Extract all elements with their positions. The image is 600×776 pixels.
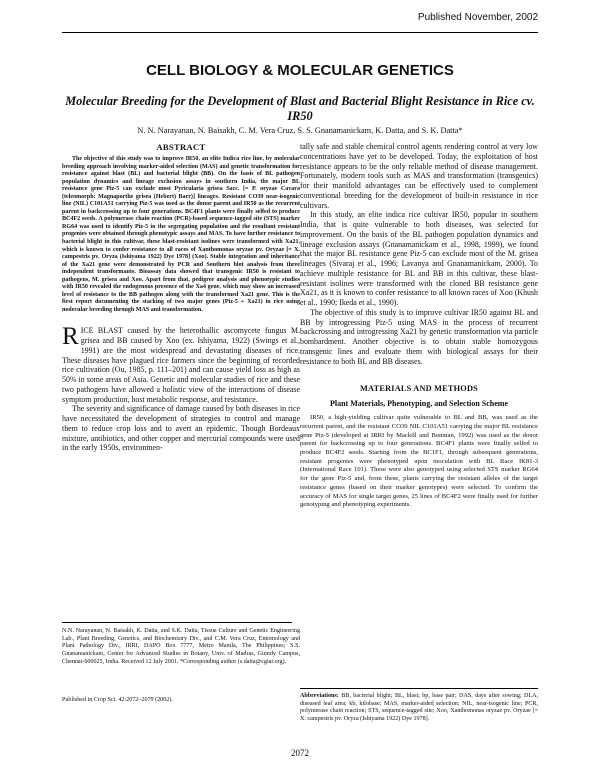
intro-paragraph-5: The objective of this study is to improve cultivar IR50 against BL and BB by introgressing Piz-5 using MAS in the process of recurrent backcrossing and introgressing Xa21 by genetic transformation via particle bombardment. Another objective is to obtain stable homozygous transgenic lines and evaluate them with biological assays for their resistance to both BL and BB diseases. [300, 307, 538, 366]
lead-in: ICE BLAST [80, 326, 123, 336]
page-number: 2072 [291, 748, 309, 758]
footnote-rule [62, 622, 292, 623]
header-rule [62, 32, 538, 33]
paper-title: Molecular Breeding for the Development of Blast and Bacterial Blight Resistance in Rice cv. IR50 [65, 94, 535, 123]
drop-cap: R [62, 323, 79, 351]
methods-subheading: Plant Materials, Phenotyping, and Selection Scheme [330, 399, 508, 409]
published-in: Published in Crop Sci. 42:2072–2079 (2002). [62, 697, 173, 703]
abstract-heading: ABSTRACT [156, 142, 206, 152]
published-date: Published November, 2002 [417, 12, 538, 23]
affiliation-footnote: N.N. Narayanan, N. Baisakh, K. Datta, and S.K. Datta, Tissue Culture and Genetic Engineering Lab., Plant Breeding, Genetics, and Biochemistry Div., and C.M. Vera Cruz, Entomology and Plant Pathology Div., IRRI, DAPO Box 7777, Metro Manila, The Philippines; S.S. Gnanamanickam, Center for Advanced Studies in Botany, Univ. of Madras, Guindy Campus, Chennai-600025, India. Received 12 July 2001. *Corresponding author (s.datta@cgiar.org). [62, 628, 300, 665]
abbreviations-rule [300, 688, 538, 689]
abbreviations [300, 693, 538, 724]
abstract-text: The objective of this study was to improve IR50, an elite Indica rice line, by molecular breeding approach involving marker-aided selection (MAS) and genetic transformation for resistance against blast (BL) and bacterial blight (BB). On the basis of BL pathogen population dynamics and lineage exclusion assays in southern India, the major BL resistance gene Piz-5 can exclude most Pyricularia grisea Sacc. [= P. oryzae Cavara (teleomorph: Magnaporthe grisea (Hebert) Barr)] lineages. Resistant CO39 near-isogenic line (NIL) C101A51 carrying Piz-5 was used as the donor parent and IR50 as the recurrent parent in backcrossing up to four generations. BC4F1 plants were finally selfed to produce BC4F2 seeds. A polymerase chain reaction (PCR)-based sequence-tagged site (STS) marker RG64 was used to identify Piz-5 in the segregating population and the resultant resistant progenies were obtained through phenotypic assays and MAS. To have further resistance to bacterial blight in this cultivar, these blast-resistant isolines were transformed with Xa21, which is known to confer resistance to all races of Xanthomonas oryzae pv. Oryzae [= X. campestris pv. Oryza (Ishiyama 1922) Dye 1978] (Xoo). Stable integration and inheritance of the Xa21 gene were demonstrated by PCR and Southern blot analysis from three independent transformants. Bioassay data showed that transgenic IR50 is resistant to pathogens, M. grisea and Xoo. Apart from that, pedigree analysis and phenotypic studies with IR50 revealed the endogenous presence of the Xa4 gene, which may show an increased level of resistance to the BB pathogen along with the transformed Xa21 gene. This is the first report documenting the stacking of two major genes (Piz-5 + Xa21) in rice using molecular breeding through MAS and transformation. [62, 156, 300, 313]
intro-paragraph-2: The severity and significance of damage caused by both diseases in rice have necessitated the development of strategies to control and manage them to reduce crop loss and to avert an epidemic. Though Bordeaux mixture, antibiotics, and other copper and mercurial compounds were used in the early 1950s, environmen- [62, 404, 300, 453]
abbreviations-label: Abbreviations: [300, 693, 339, 699]
section-title: CELL BIOLOGY & MOLECULAR GENETICS [146, 62, 454, 79]
left-column [62, 142, 300, 453]
methods-paragraph: IR50, a high-yielding cultivar quite vulnerable to BL and BB, was used as the recurrent parent, and the resistant CO39 NIL C101A51 carrying the major BL resistance gene Piz-5 (developed at IRRI by Mackill and Bonman, 1992) was used as the donor parent for backcrossing up to four generations. BC4F1 plants were finally selfed to produce BC4F2 seeds. Starting from the BC1F1, through subsequent generations, resistant progenies were phenotyped upon inoculation with BL Race IK81-3 (International Race 101). These were also genotyped using selected STS marker RG64 for the gene Piz-5 and, from these, plants carrying the resistant alleles of the target resistance genes (based on their marker genotypes) were selected. To confirm the accuracy of MAS for single target genes, 25 lines of BC4F2 were finally used for further genotyping and phenotyping experiments. [300, 414, 538, 509]
intro-paragraph-1-text: caused by the heterothallic ascomycete fungus M. grisea and BB caused by Xoo (ex. Ishiyama, 1922) (Swings et al., 1991) are the most widespread and devastating diseases of rice. These diseases have plagued rice farmers since the beginning of recorded rice cultivation (Ou, 1985, p. 111–201) and can cause yield loss as high as 50% in some areas of Asia. Genetic and molecular studies of rice and these two pathogens have allowed a holistic view of the interactions of disease symptom production, host metabolic response, and resistance. [62, 326, 300, 404]
abbreviations-text: BB, bacterial blight; BL, blast; bp, base pair; DAS, days after sowing; DLA, diseased leaf area; kb, kilobase; MAS, marker-aided selection; NIL, near-isogenic line; PCR, polymerase chain reaction; STS, sequence-tagged site; Xoo, Xanthomonas oryzae pv. Oryzae [= X. campestris pv. Oryza (Ishiyama 1922) Dye 1978]. [300, 693, 538, 723]
author-list: N. N. Narayanan, N. Baisakh, C. M. Vera Cruz, S. S. Gnanamanickam, K. Datta, and S. K. Datta* [137, 126, 463, 135]
methods-heading: MATERIALS AND METHODS [360, 384, 478, 394]
intro-paragraph-1 [62, 323, 300, 404]
right-column [300, 142, 538, 510]
intro-paragraph-3: tally safe and stable chemical control agents rendering control at very low concentrations have yet to be developed. Today, the exploitation of host resistance appears to be the only reliable method of disease management. Fortunately, modern tools such as MAS and transformation (transgenics) for their manifold advantages can be effectively used to complement conventional breeding for the development of built-in resistance in rice cultivars. [300, 142, 538, 210]
intro-paragraph-4: In this study, an elite indica rice cultivar IR50, popular in southern India, that is quite vulnerable to both diseases, was selected for improvement. On the basis of the BL pathogen population dynamics and lineage exclusion assays (Gnanamanickam et al., 1998, 1999), we found that the major BL resistance gene Piz-5 can exclude most of the M. grisea lineages (Sivaraj et al., 1996; Lavanya and Gnanamanickam, 2000). To achieve multiple resistance for BL and BB in this cultivar, these blast-resistant isolines were transformed with the cloned BB resistance gene Xa21, as it is known to confer resistance to all known races of Xoo (Khush et al., 1990; Ikeda et al., 1990). [300, 210, 538, 307]
